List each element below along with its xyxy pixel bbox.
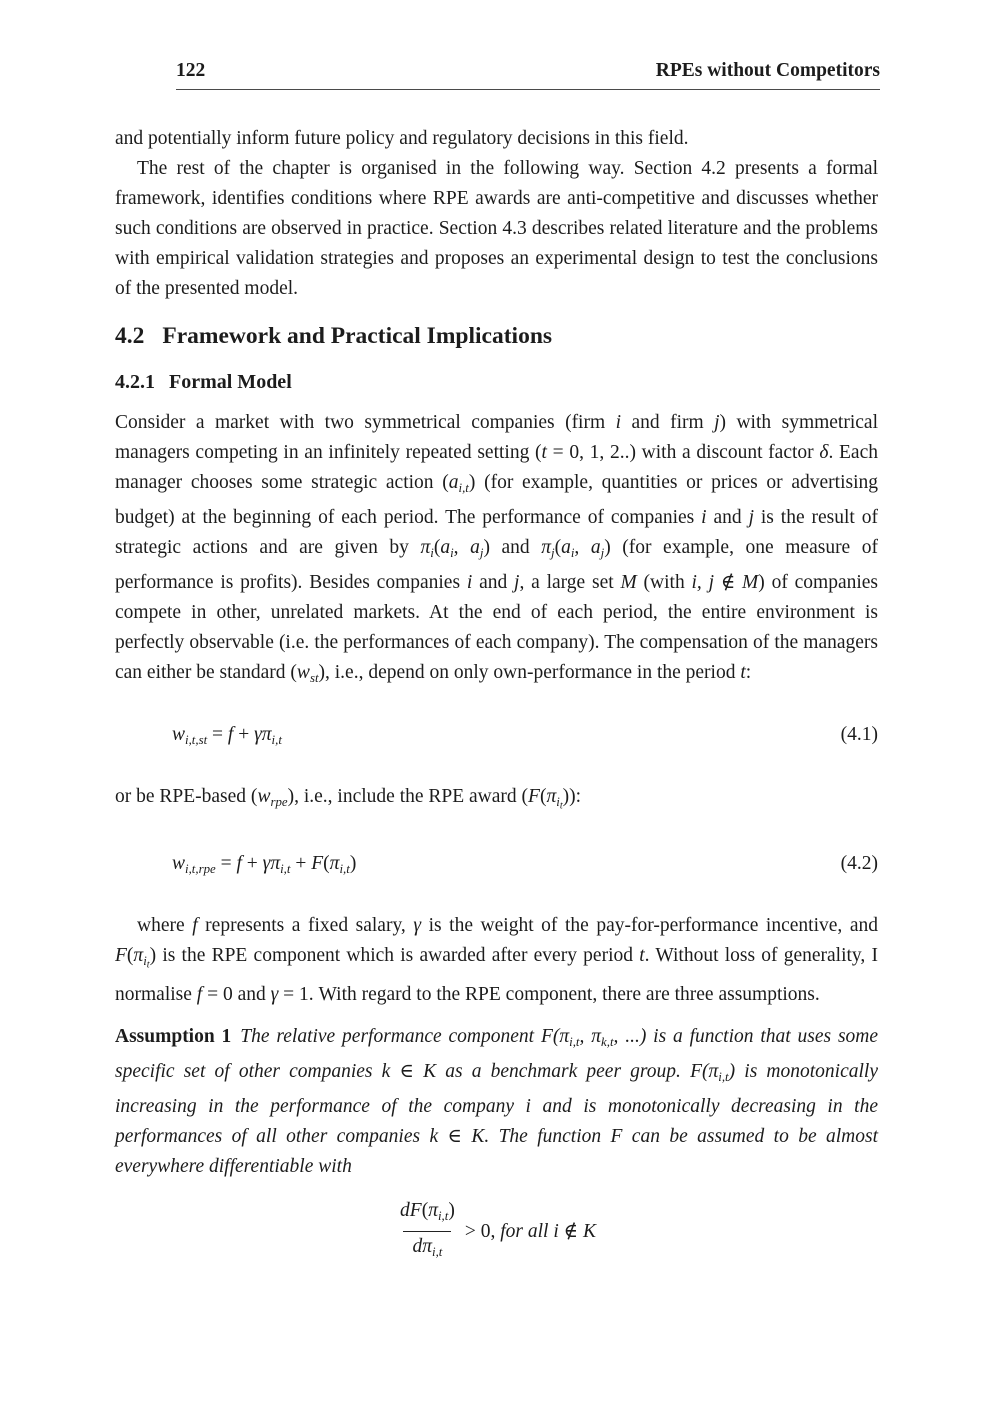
text-run: is the result of strategic actions and are given by (115, 507, 878, 559)
text-run: as a benchmark peer group. (436, 1061, 691, 1083)
text-run: a (590, 537, 601, 559)
equation-body (172, 720, 282, 755)
text-run: w (172, 852, 186, 874)
text-run: f (192, 914, 198, 936)
text-run: j (600, 546, 605, 561)
text-run: ) (448, 1200, 455, 1222)
text-run: i,t (271, 733, 282, 748)
text-run: and (706, 507, 749, 529)
section-heading (115, 322, 878, 350)
text-run: > 0, (464, 1220, 501, 1242)
text-run: ∉ (714, 572, 743, 594)
text-run: i (556, 795, 560, 810)
text-run: i,t (718, 1070, 729, 1085)
text-run: w (172, 724, 186, 746)
paragraph (115, 782, 878, 821)
text-run: i,t (569, 1035, 580, 1050)
equation (115, 849, 878, 884)
text-run: + (290, 852, 312, 874)
text-run: ) (for example, one measure of performance is profits). Besides companies (115, 537, 879, 594)
text-run: i,t,rpe (185, 861, 216, 876)
text-run: j (479, 546, 484, 561)
text-run: j (514, 572, 520, 594)
text-run: f (236, 852, 242, 874)
section-number: 4.2 (115, 323, 145, 349)
text-run: K (423, 1061, 437, 1083)
text-run: can be assumed to be almost everywhere differentiable with (115, 1126, 878, 1178)
assumption-body (115, 1026, 878, 1177)
text-run: and firm (621, 412, 715, 433)
text-run: . Without loss of generality, I normalise (115, 944, 878, 1006)
running-header (176, 60, 880, 90)
text-run: for all (500, 1220, 549, 1242)
text-run: or be RPE-based ( (115, 786, 258, 808)
text-run: ), i.e., depend on only own-performance in the period (318, 662, 741, 684)
text-run: t (541, 442, 547, 463)
text-run: F (540, 1026, 553, 1048)
text-run: . Each manager chooses some strategic action ( (115, 442, 878, 493)
equation-number: (4.1) (840, 724, 878, 746)
paragraph (115, 408, 878, 693)
text-run: i, j (691, 572, 715, 594)
section-number: 4.2.1 (115, 371, 155, 393)
text-run: i (553, 1220, 559, 1242)
assumption-label: Assumption 1 (115, 1026, 232, 1048)
text-run: , (574, 537, 591, 559)
text-run: i (615, 412, 622, 433)
text-run: F (690, 1061, 702, 1083)
text-run: i (450, 546, 454, 561)
text-run: a (561, 537, 571, 559)
text-run: : (745, 662, 752, 684)
text-run: M (742, 572, 759, 594)
text-run: k (429, 1126, 439, 1148)
text-run: and (472, 572, 515, 594)
text-run: ∈ (390, 1061, 424, 1083)
text-run: π (546, 786, 557, 808)
equation-number: (4.2) (840, 852, 878, 874)
text-run: i (570, 546, 575, 561)
text-run: ( (554, 537, 562, 559)
text-run: π (541, 537, 551, 559)
text-run: t (559, 800, 563, 812)
text-run: w (296, 662, 310, 684)
text-run: K (582, 1220, 596, 1242)
text-run: ) (349, 852, 357, 874)
text-run: i,t (458, 481, 469, 496)
text-run: F (528, 786, 540, 808)
text-run: ) of companies compete in other, unrelated markets. At the end of each period, the entire environment is perfectly observable (i.e. the performances of each company). The compensation of the managers can either be standard ( (115, 572, 879, 684)
text-run: ( (126, 944, 134, 966)
text-run: = (207, 724, 228, 746)
text-run: ) is the RPE component which is awarded after every period (149, 944, 640, 966)
text-run: π (708, 1061, 719, 1083)
equation (115, 720, 878, 755)
text-run: i (430, 546, 434, 561)
text-run: dπ (412, 1236, 433, 1258)
text-run: ∉ (558, 1220, 583, 1242)
text-run: M (620, 572, 637, 594)
text-run: F (610, 1126, 623, 1148)
text-run: dF (400, 1200, 422, 1222)
text-run: + (233, 724, 255, 746)
text-run: a (448, 472, 459, 493)
text-run: = 0 and (202, 984, 271, 1006)
text-run: = 1. With regard to the RPE component, there are three assumptions. (278, 984, 820, 1006)
display-equation (115, 1198, 878, 1265)
fraction-denominator (403, 1231, 451, 1265)
text-run: i (525, 1096, 531, 1118)
text-run: ) is monotonically increasing in the performance of the company (115, 1061, 878, 1118)
assumption-paragraph (115, 1022, 878, 1182)
text-run: γ (270, 984, 279, 1006)
fraction-numerator (397, 1198, 458, 1231)
page-body (115, 124, 878, 1266)
text-run: i,t (432, 1245, 443, 1260)
text-run: δ (819, 442, 829, 463)
text-run: ( (433, 537, 441, 559)
text-run: ( (552, 1026, 560, 1048)
text-run: and potentially inform future policy and regulatory decisions in this field. (115, 128, 689, 149)
section-title: Formal Model (169, 371, 292, 393)
text-run: ∈ (438, 1126, 472, 1148)
text-run: π (428, 1200, 438, 1222)
text-run: F (311, 852, 324, 874)
text-run: t (740, 662, 746, 684)
text-run: π (329, 852, 340, 874)
text-run: , ...) is a function that uses some specific set of other companies (115, 1026, 879, 1083)
text-run: γπ (262, 852, 281, 874)
text-run: The rest of the chapter is organised in the following way. Section 4.2 presents a formal framework, identifies conditions where RPE awards are anti-competitive and discusses whether such conditions are observed in practice. Section 4.3 describes related literature and the problems with empirical validation strategies and proposes an experimental design to test the conclusions of the presented model. (115, 158, 878, 299)
text-run: f (227, 724, 234, 746)
equation-tail (465, 1217, 596, 1247)
text-run: π (591, 1026, 602, 1048)
text-run: , a large set (519, 572, 621, 594)
text-run: ( (701, 1061, 709, 1083)
equation-body (172, 849, 356, 884)
text-run: K (471, 1126, 485, 1148)
text-run: π (133, 944, 144, 966)
text-run: i,t (437, 1209, 449, 1224)
fraction (397, 1198, 458, 1265)
text-run: , (579, 1026, 592, 1048)
text-run: i (701, 507, 707, 529)
text-run: k (381, 1061, 391, 1083)
text-run: Consider a market with two symmetrical companies (firm (115, 412, 616, 433)
running-title: RPEs without Competitors (655, 60, 880, 81)
subsection-heading (115, 370, 878, 394)
text-run: w (257, 786, 271, 808)
text-run: F (115, 944, 127, 966)
text-run: ( (323, 852, 330, 874)
text-run: i (143, 953, 147, 968)
text-run: i,t,st (185, 733, 208, 748)
text-run: t (639, 944, 645, 966)
text-run: π (420, 537, 431, 559)
text-run: i (466, 572, 473, 594)
text-run: (with (636, 572, 692, 594)
text-run: The relative performance component (240, 1026, 541, 1048)
text-run: f (196, 984, 203, 1006)
text-run: . The function (484, 1126, 611, 1148)
paragraph (115, 124, 878, 154)
text-run: k,t (601, 1035, 614, 1050)
paragraph (115, 154, 878, 304)
page-number: 122 (176, 60, 206, 81)
text-run: j (551, 546, 555, 561)
text-run: ) and (483, 537, 542, 559)
text-run: t (146, 959, 150, 971)
text-run: = 0, 1, 2..) with a discount factor (546, 442, 820, 463)
text-run: and is monotonically decreasing in the performances of all other companies (115, 1096, 878, 1148)
text-run: = (215, 852, 237, 874)
text-run: j (714, 412, 720, 433)
text-run: ) (for example, quantities or prices or advertising budget) at the beginning of each period. The performance of companies (115, 472, 878, 529)
text-run: ), i.e., include the RPE award ( (287, 786, 529, 808)
text-run: )): (562, 786, 582, 808)
text-run: γπ (254, 724, 272, 746)
text-run: ( (539, 786, 547, 808)
paragraph (115, 911, 878, 1010)
text-run: a (440, 537, 451, 559)
text-run: rpe (270, 795, 288, 810)
text-run: st (309, 671, 319, 686)
text-run: ) with symmetrical managers competing in an infinitely repeated setting ( (115, 412, 878, 463)
text-run: , (453, 537, 471, 559)
text-run: a (470, 537, 480, 559)
text-run: + (241, 852, 263, 874)
text-run: j (748, 507, 754, 529)
text-run: γ (413, 914, 422, 936)
text-run: ( (421, 1200, 429, 1222)
text-run: represents a fixed salary, (197, 914, 414, 936)
section-title: Framework and Practical Implications (162, 323, 553, 349)
text-run: π (559, 1026, 570, 1048)
text-run: i,t (280, 861, 291, 876)
text-run: where (137, 914, 193, 936)
text-run: i,t (339, 861, 350, 876)
text-run: is the weight of the pay-for-performance incentive, and (421, 914, 878, 936)
